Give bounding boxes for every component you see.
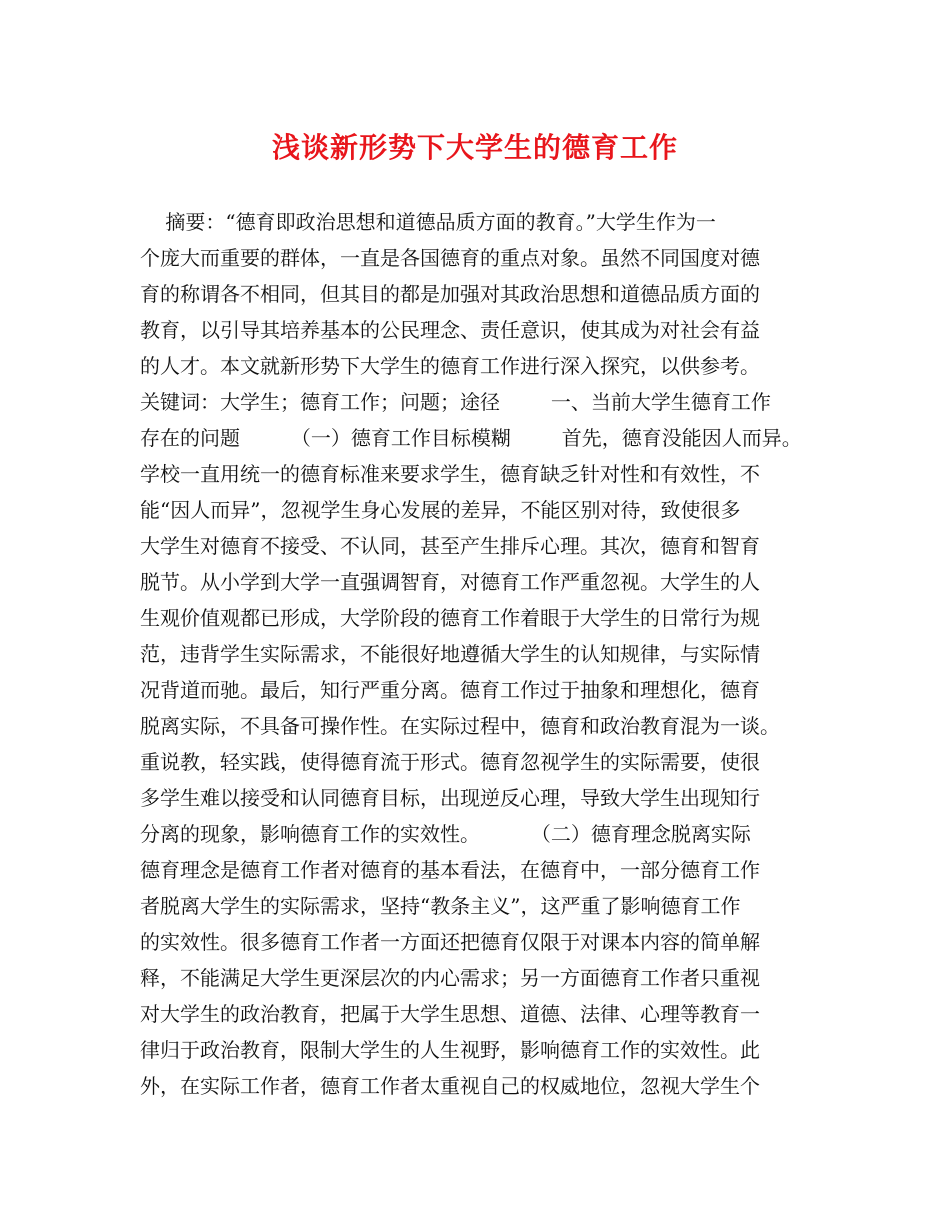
body-line: 生观价值观都已形成，大学阶段的德育工作着眼于大学生的日常行为规 (140, 606, 760, 630)
document-body (140, 204, 820, 1104)
body-line: 脱节。从小学到大学一直强调智育，对德育工作严重忽视。大学生的人 (140, 570, 760, 594)
body-line: 的实效性。很多德育工作者一方面还把德育仅限于对课本内容的简单解 (140, 930, 760, 954)
body-line: 教育，以引导其培养基本的公民理念、责任意识，使其成为对社会有益 (140, 318, 760, 342)
body-line: 存在的问题 （一）德育工作目标模糊 首先，德育没能因人而异。 (140, 426, 802, 450)
body-line: 律归于政治教育，限制大学生的人生视野，影响德育工作的实效性。此 (140, 1038, 760, 1062)
body-line: 摘要：“德育即政治思想和道德品质方面的教育。”大学生作为一 (140, 210, 716, 234)
body-line: 脱离实际，不具备可操作性。在实际过程中，德育和政治教育混为一谈。 (140, 714, 780, 738)
body-line: 分离的现象，影响德育工作的实效性。 （二）德育理念脱离实际 (140, 822, 751, 846)
body-line: 对大学生的政治教育，把属于大学生思想、道德、法律、心理等教育一 (140, 1002, 760, 1026)
body-line: 的人才。本文就新形势下大学生的德育工作进行深入探究，以供参考。 (140, 354, 760, 378)
body-line: 况背道而驰。最后，知行严重分离。德育工作过于抽象和理想化，德育 (140, 678, 760, 702)
body-line: 外，在实际工作者，德育工作者太重视自己的权威地位，忽视大学生个 (140, 1074, 760, 1098)
body-line: 能“因人而异”，忽视学生身心发展的差异，不能区别对待，致使很多 (140, 498, 741, 522)
body-line: 个庞大而重要的群体，一直是各国德育的重点对象。虽然不同国度对德 (140, 246, 760, 270)
document-title: 浅谈新形势下大学生的德育工作 (271, 131, 678, 164)
body-line: 大学生对德育不接受、不认同，甚至产生排斥心理。其次，德育和智育 (140, 534, 760, 558)
body-line: 学校一直用统一的德育标准来要求学生，德育缺乏针对性和有效性，不 (140, 462, 760, 486)
body-line: 者脱离大学生的实际需求，坚持“教条主义”，这严重了影响德育工作 (140, 894, 741, 918)
body-line: 德育理念是德育工作者对德育的基本看法，在德育中，一部分德育工作 (140, 858, 760, 882)
body-line: 释，不能满足大学生更深层次的内心需求；另一方面德育工作者只重视 (140, 966, 760, 990)
body-line: 关键词：大学生；德育工作；问题；途径 一、当前大学生德育工作 (140, 390, 771, 414)
body-line: 范，违背学生实际需求，不能很好地遵循大学生的认知规律，与实际情 (140, 642, 760, 666)
body-line: 重说教，轻实践，使得德育流于形式。德育忽视学生的实际需要，使很 (140, 750, 760, 774)
body-line: 育的称谓各不相同，但其目的都是加强对其政治思想和道德品质方面的 (140, 282, 760, 306)
body-line: 多学生难以接受和认同德育目标，出现逆反心理，导致大学生出现知行 (140, 786, 760, 810)
